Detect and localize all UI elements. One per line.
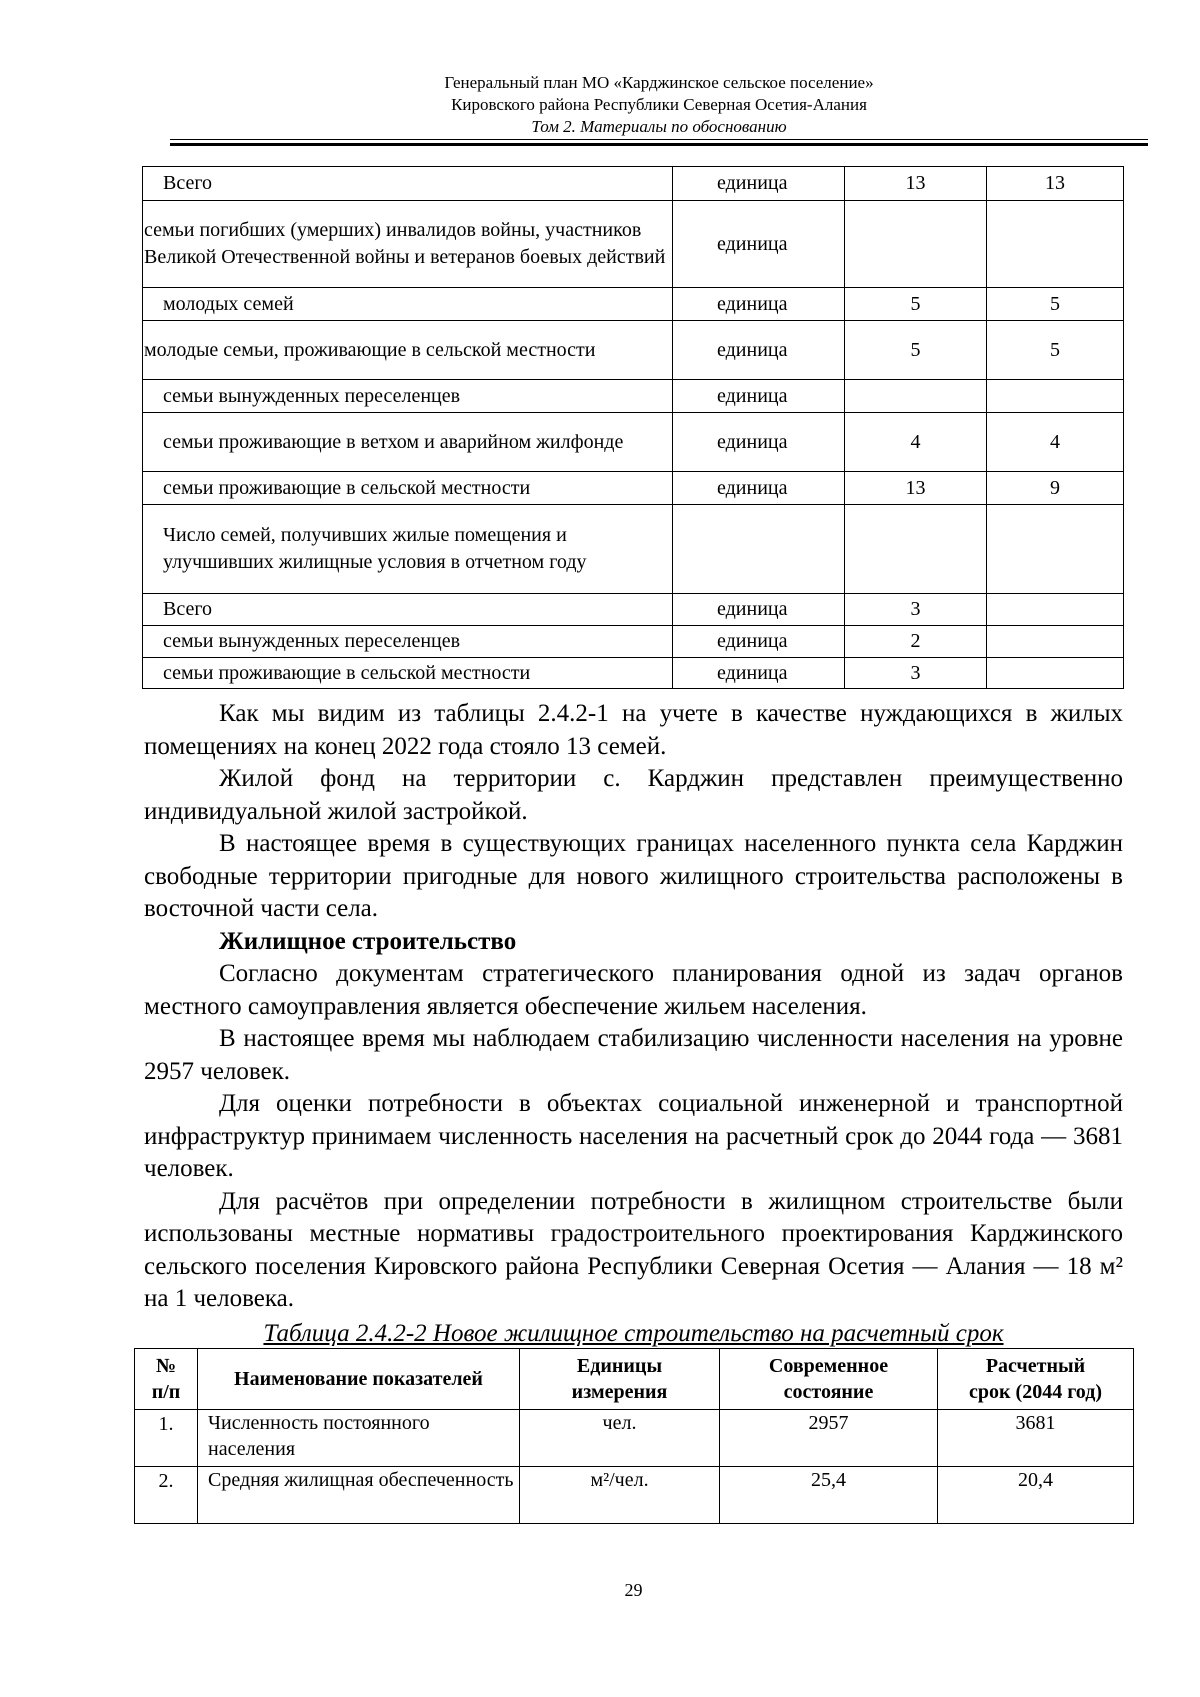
paragraph: В настоящее время мы наблюдаем стабилизацию численности населения на уровне 2957 человек. [144, 1025, 1123, 1085]
table-cell: 1. [135, 1410, 198, 1467]
table-cell: 2 [845, 626, 987, 658]
column-header-name: Наименование показателей [198, 1349, 520, 1410]
table-cell: 5 [845, 321, 987, 380]
table-cell: единица [673, 594, 845, 626]
table-cell: 2957 [720, 1410, 938, 1467]
column-header-future: Расчетный срок (2044 год) [938, 1349, 1134, 1410]
table-cell: 13 [987, 167, 1124, 201]
table-row [143, 626, 1124, 658]
table-cell: семьи вынужденных переселенцев [143, 626, 673, 658]
table-row [135, 1410, 1134, 1467]
header-line-1: Генеральный план МО «Карджинское сельское поселение» [444, 73, 874, 92]
table-cell: семьи вынужденных переселенцев [143, 380, 673, 413]
table-row [143, 321, 1124, 380]
table-cell: м²/чел. [520, 1467, 720, 1524]
table-cell [845, 201, 987, 288]
table-cell: 3 [845, 594, 987, 626]
table-cell: 13 [845, 472, 987, 505]
table-row [143, 505, 1124, 594]
table-cell: 4 [845, 413, 987, 472]
page-header [170, 72, 1148, 138]
table-cell: семьи проживающие в сельской местности [143, 472, 673, 505]
table-cell: единица [673, 626, 845, 658]
table-row [143, 472, 1124, 505]
table-cell: единица [673, 658, 845, 689]
table-caption [144, 1318, 1123, 1350]
header-rule-thin [170, 139, 1148, 140]
table-cell: семьи проживающие в сельской местности [143, 658, 673, 689]
new-housing-table [134, 1348, 1134, 1524]
paragraph: Для расчётов при определении потребности в жилищном строительстве были использованы местные нормативы градостроительного проектирования Карджинского сельского поселения Кировского района Республики Северная Осетия — Алания — 18 м² на 1 человека. [144, 1187, 1123, 1312]
table-row [143, 201, 1124, 288]
table-cell: единица [673, 413, 845, 472]
table-cell [673, 505, 845, 594]
table-cell [987, 658, 1124, 689]
table-cell [987, 505, 1124, 594]
table-cell [845, 380, 987, 413]
header-line-2: Кировского района Республики Северная Осетия-Алания [451, 95, 867, 114]
column-header-number: № п/п [135, 1349, 198, 1410]
body-text [144, 698, 1123, 1316]
table-cell: Всего [143, 167, 673, 201]
table-cell: единица [673, 380, 845, 413]
table-cell [845, 505, 987, 594]
table-row [143, 658, 1124, 689]
table-cell: молодые семьи, проживающие в сельской местности [143, 321, 673, 380]
table-cell: чел. [520, 1410, 720, 1467]
table-cell: 25,4 [720, 1467, 938, 1524]
table-cell: Средняя жилищная обеспеченность [198, 1467, 520, 1524]
section-heading: Жилищное строительство [219, 927, 517, 955]
table-row [143, 288, 1124, 321]
table-cell: единица [673, 288, 845, 321]
table-cell: единица [673, 167, 845, 201]
table-caption-text: Таблица 2.4.2-2 Новое жилищное строительство на расчетный срок [263, 1320, 1004, 1347]
table-cell: 2. [135, 1467, 198, 1524]
table-cell: единица [673, 472, 845, 505]
page-number: 29 [624, 1580, 643, 1600]
table-cell: 5 [845, 288, 987, 321]
table-cell: Число семей, получивших жилые помещения и улучшивших жилищные условия в отчетном году [143, 505, 673, 594]
table-row [143, 380, 1124, 413]
table-cell [987, 594, 1124, 626]
column-header-unit: Единицы измерения [520, 1349, 720, 1410]
table-row [143, 413, 1124, 472]
table-cell [987, 626, 1124, 658]
table-header-row [135, 1349, 1134, 1410]
table-cell: Всего [143, 594, 673, 626]
paragraph: Для оценки потребности в объектах социальной инженерной и транспортной инфраструктур принимаем численность населения на расчетный срок до 2044 года — 3681 человек. [144, 1090, 1123, 1182]
table-cell: молодых семей [143, 288, 673, 321]
table-row [143, 167, 1124, 201]
table-cell: 20,4 [938, 1467, 1134, 1524]
table-cell: 13 [845, 167, 987, 201]
table-cell: единица [673, 201, 845, 288]
table-cell: 3681 [938, 1410, 1134, 1467]
table-cell: 3 [845, 658, 987, 689]
paragraph: В настоящее время в существующих границах населенного пункта села Карджин свободные территории пригодные для нового жилищного строительства расположены в восточной части села. [144, 830, 1123, 922]
housing-queue-table [142, 166, 1124, 689]
header-rule-thick [170, 143, 1148, 146]
paragraph: Согласно документам стратегического планирования одной из задач органов местного самоуправления является обеспечение жильем населения. [144, 960, 1123, 1020]
table-cell: 5 [987, 321, 1124, 380]
header-line-3: Том 2. Материалы по обоснованию [531, 117, 787, 136]
table-cell [987, 380, 1124, 413]
paragraph: Жилой фонд на территории с. Карджин представлен преимущественно индивидуальной жилой застройкой. [144, 765, 1123, 825]
table-cell: семьи погибших (умерших) инвалидов войны, участников Великой Отечественной войны и ветеранов боевых действий [143, 201, 673, 288]
table-cell: семьи проживающие в ветхом и аварийном жилфонде [143, 413, 673, 472]
table-row [143, 594, 1124, 626]
table-cell: Численность постоянного населения [198, 1410, 520, 1467]
table-cell: 9 [987, 472, 1124, 505]
paragraph: Как мы видим из таблицы 2.4.2-1 на учете в качестве нуждающихся в жилых помещениях на конец 2022 года стояло 13 семей. [144, 700, 1123, 760]
table-row [135, 1467, 1134, 1524]
column-header-current: Современное состояние [720, 1349, 938, 1410]
table-cell [987, 201, 1124, 288]
table-cell: 4 [987, 413, 1124, 472]
table-cell: единица [673, 321, 845, 380]
table-cell: 5 [987, 288, 1124, 321]
